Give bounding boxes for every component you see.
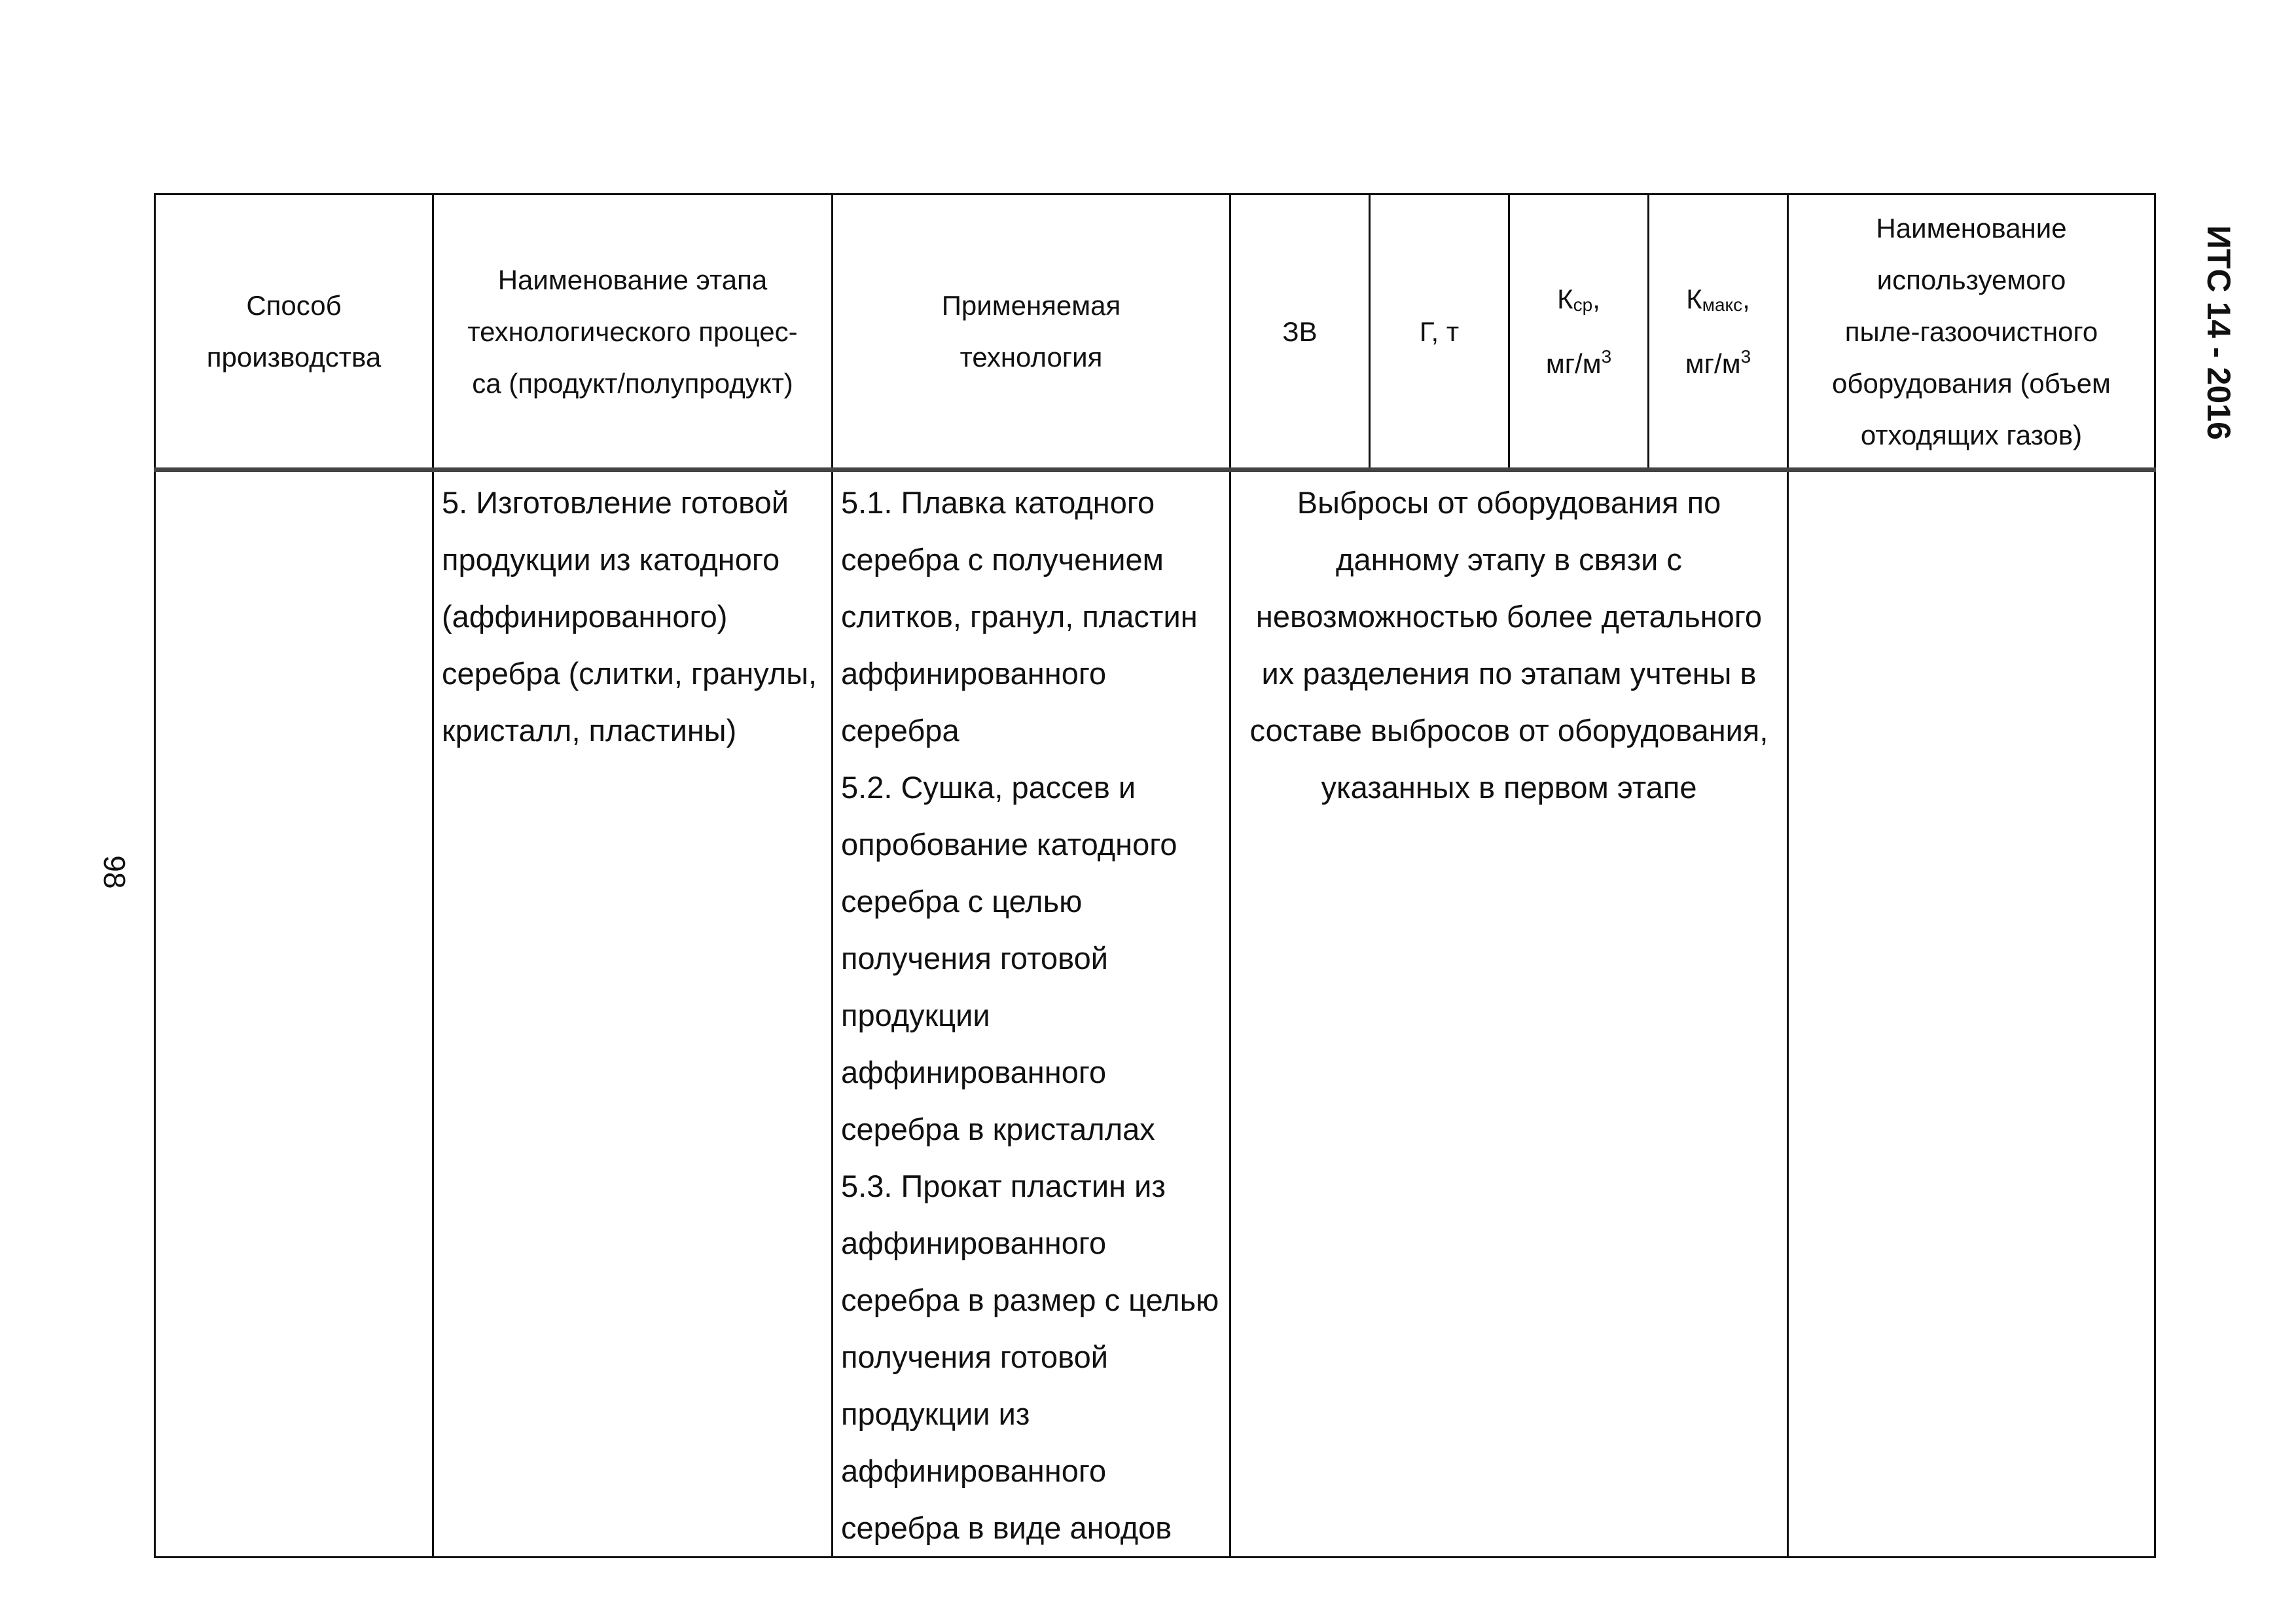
header-g: Г, т	[1370, 194, 1509, 470]
document-code: ИТС 14 - 2016	[2200, 225, 2237, 440]
cell-stage: 5. Изготовление готовой продукции из катодного (аффинированного) серебра (слитки, гранулы, кристалл, пластины)	[433, 470, 833, 1558]
header-equipment: Наименование используемого пыле-газоочистного оборудования (объем отходящих газов)	[1788, 194, 2155, 470]
header-method: Способ производства	[155, 194, 433, 470]
header-k-avg: $К_{ср}$, $мг/м^3$	[1509, 194, 1649, 470]
emissions-table	[154, 193, 2156, 1558]
header-k-max: $К_{макс}$, $мг/м^3$	[1649, 194, 1788, 470]
cell-equipment	[1788, 470, 2155, 1558]
header-stage: Наименование этапа технологического процес- са (продукт/полупродукт)	[433, 194, 833, 470]
technology-item: 5.2. Сушка, рассев и опробование катодного серебра с целью получения готовой продукции аффинированного серебра в кристаллах	[841, 770, 1177, 1146]
header-technology: Применяемая технология	[833, 194, 1230, 470]
technology-item: 5.3. Прокат пластин из аффинированного серебра в размер с целью получения готовой продукции из аффинированного серебра в виде анодов	[841, 1169, 1219, 1545]
page-number: 98	[98, 855, 132, 889]
cell-technology	[833, 470, 1230, 1558]
technology-item: 5.1. Плавка катодного серебра с получением слитков, гранул, пластин аффинированного серебра	[841, 485, 1198, 748]
cell-method	[155, 470, 433, 1558]
cell-emissions-note: Выбросы от оборудования по данному этапу в связи с невозможностью более детального их разделения по этапам учтены в составе выбросов от оборудования, указанных в первом этапе	[1230, 470, 1788, 1558]
table-header-row	[155, 194, 2155, 470]
table-row	[155, 470, 2155, 1558]
header-zv: ЗВ	[1230, 194, 1370, 470]
